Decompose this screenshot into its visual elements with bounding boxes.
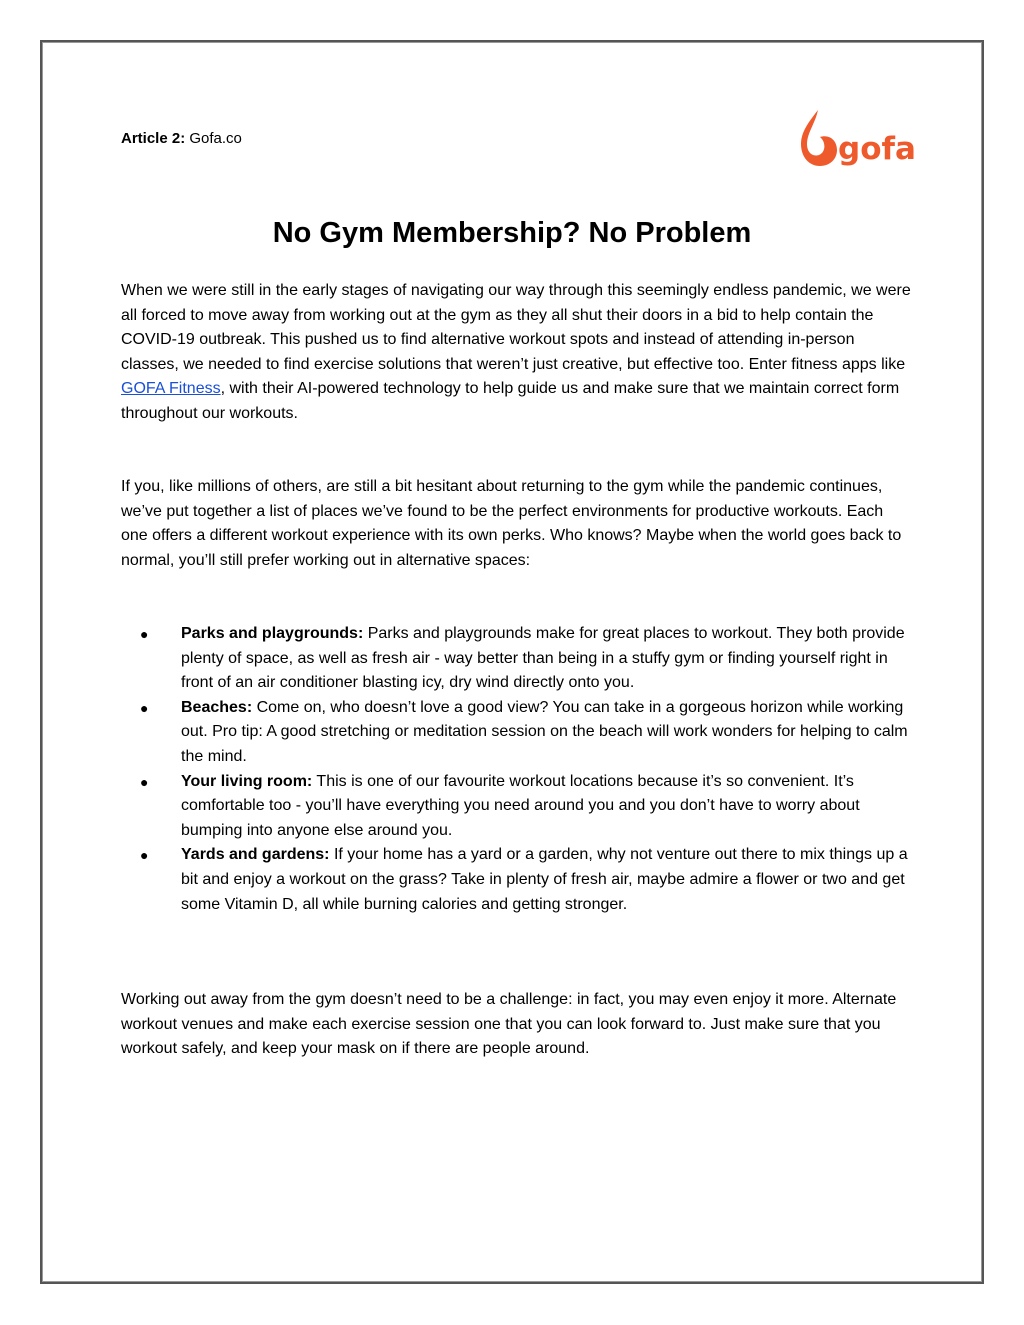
list-item [121,622,911,696]
bullet-icon: ● [140,847,149,864]
article-label [121,130,242,148]
logo-wordmark: gofa [838,131,916,167]
list-intro-paragraph: If you, like millions of others, are still a bit hesitant about returning to the gym while the pandemic continues, we’ve put together a list of places we’ve found to be the perfect environments for productive workouts. Each one offers a different workout experience with its own perks. Who knows? Maybe when the world goes back to normal, you’ll still prefer working out in alternative spaces: [121,478,902,569]
list-item-text: This is one of our favourite workout locations because it’s so convenient. It’s comfortable too - you’ll have everything you need around you and you don’t have to worry about bumping into anyone else around you. [181,772,860,839]
bullet-icon: ● [140,773,149,790]
flame-icon [801,110,837,166]
gofa-logo [798,106,916,168]
list-item-title: Your living room: [181,772,313,790]
intro-text-end: , with their AI-powered technology to help guide us and make sure that we maintain correct form throughout our workouts. [121,380,900,422]
list-item-text: Come on, who doesn’t love a good view? You can take in a gorgeous horizon while working out. Pro tip: A good stretching or meditation session on the beach will work wonders for helping to calm the mind. [181,698,908,765]
list-item-text: If your home has a yard or a garden, why not venture out there to mix things up a bit and enjoy a workout on the grass? Take in plenty of fresh air, maybe admire a flower or two and get some Vitamin D, all while burning calories and getting stronger. [181,846,908,913]
bullet-icon: ● [140,699,149,716]
list-item [121,770,911,844]
article-source: Gofa.co [189,130,242,147]
bullet-icon: ● [140,626,149,642]
list-item-title: Parks and playgrounds: [181,625,364,642]
list-item-text: Parks and playgrounds make for great places to workout. They both provide plenty of space, as well as fresh air - way better than being in a stuffy gym or finding yourself right in front of an air conditioner blasting icy, dry wind directly onto you. [181,625,905,692]
list-item [121,696,911,770]
conclusion-paragraph: Working out away from the gym doesn’t need to be a challenge: in fact, you may even enjoy it more. Alternate workout venues and make each exercise session one that you can look forward to. Just make sure that you workout safely, and keep your mask on if there are people around. [121,991,897,1058]
list-item-title: Yards and gardens: [181,846,330,864]
places-list [121,622,911,917]
gofa-fitness-link[interactable]: GOFA Fitness [121,380,221,398]
article-number: Article 2: [121,130,186,147]
intro-paragraph [121,279,911,427]
page-title: No Gym Membership? No Problem [272,217,752,249]
intro-text-start: When we were still in the early stages of navigating our way through this seemingly endless pandemic, we were all forced to move away from working out at the gym as they all shut their doors in a bid to help contain the COVID-19 outbreak. This pushed us to find alternative workout spots and instead of attending in-person classes, we needed to find exercise solutions that weren’t just creative, but effective too. Enter fitness apps like [121,282,911,373]
list-item [121,843,911,917]
list-item-title: Beaches: [181,698,253,716]
